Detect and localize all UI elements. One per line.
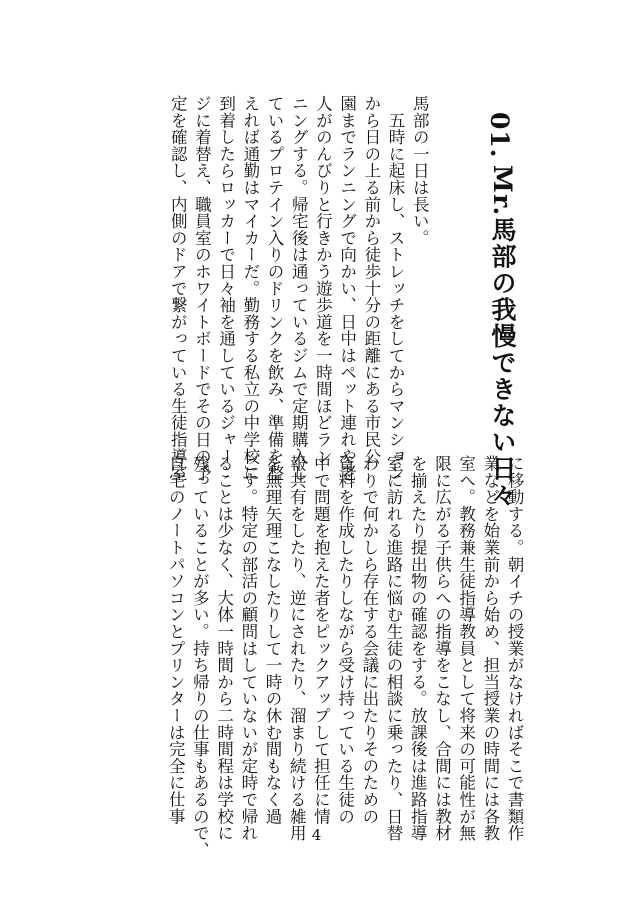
body-text-lower: に移動する。朝イチの授業がなければそこで書類作 業などを始業前から始め、担当授業の時間には各教 室へ。教務兼生徒指導教員として将来の可能性が無 限に広がる子供らへの指導をこなし、合間には教材 を揃えたり提出物の確認をする。放課後は進路指導 室に訪れる進路に悩む生徒の相談に乗ったり、日替 わりで何かしら存在する会議に出たりそのための 資料を作成したりしながら受け持っている生徒の 中で問題を抱えた者をピックアップして担任に情 報共有をしたり、逆にされたり、溜まり続ける雑用 を無理矢理こなしたりして一時の休む間もなく過 ごす。特定の部活の顧問はしていないが定時で帰れ ることは少なく、大体一時間から二時間程は学校に 残っていることが多い。持ち帰りの仕事もあるので、 自宅のノートパソコンとプリンターは完全に仕事 <box>166 455 525 859</box>
page-number: 4 <box>311 826 322 844</box>
body-text-upper: 馬部の一日は長い。 五時に起床し、ストレッチをしてからマンション から日の上る前から徒歩十分の距離にある市民公 園までランニングで向かい、日中はペット連れや老 人がのんびりと行きかう遊歩道を一時間ほどラン ニングする。帰宅後は通っているジムで定期購入し ているプロテイン入りのドリンクを飲み、準備を整 えれば通勤はマイカーだ。勤務する私立の中学校に 到着したらロッカーで日々袖を通しているジャー ジに着替え、職員室のホワイトボードでその日の予 定を確認し、内側のドアで繋がっている生徒指導室 <box>168 95 430 482</box>
chapter-number: 01. <box>485 112 514 159</box>
chapter-title: Mr.馬部の我慢できない日々 <box>488 165 517 509</box>
